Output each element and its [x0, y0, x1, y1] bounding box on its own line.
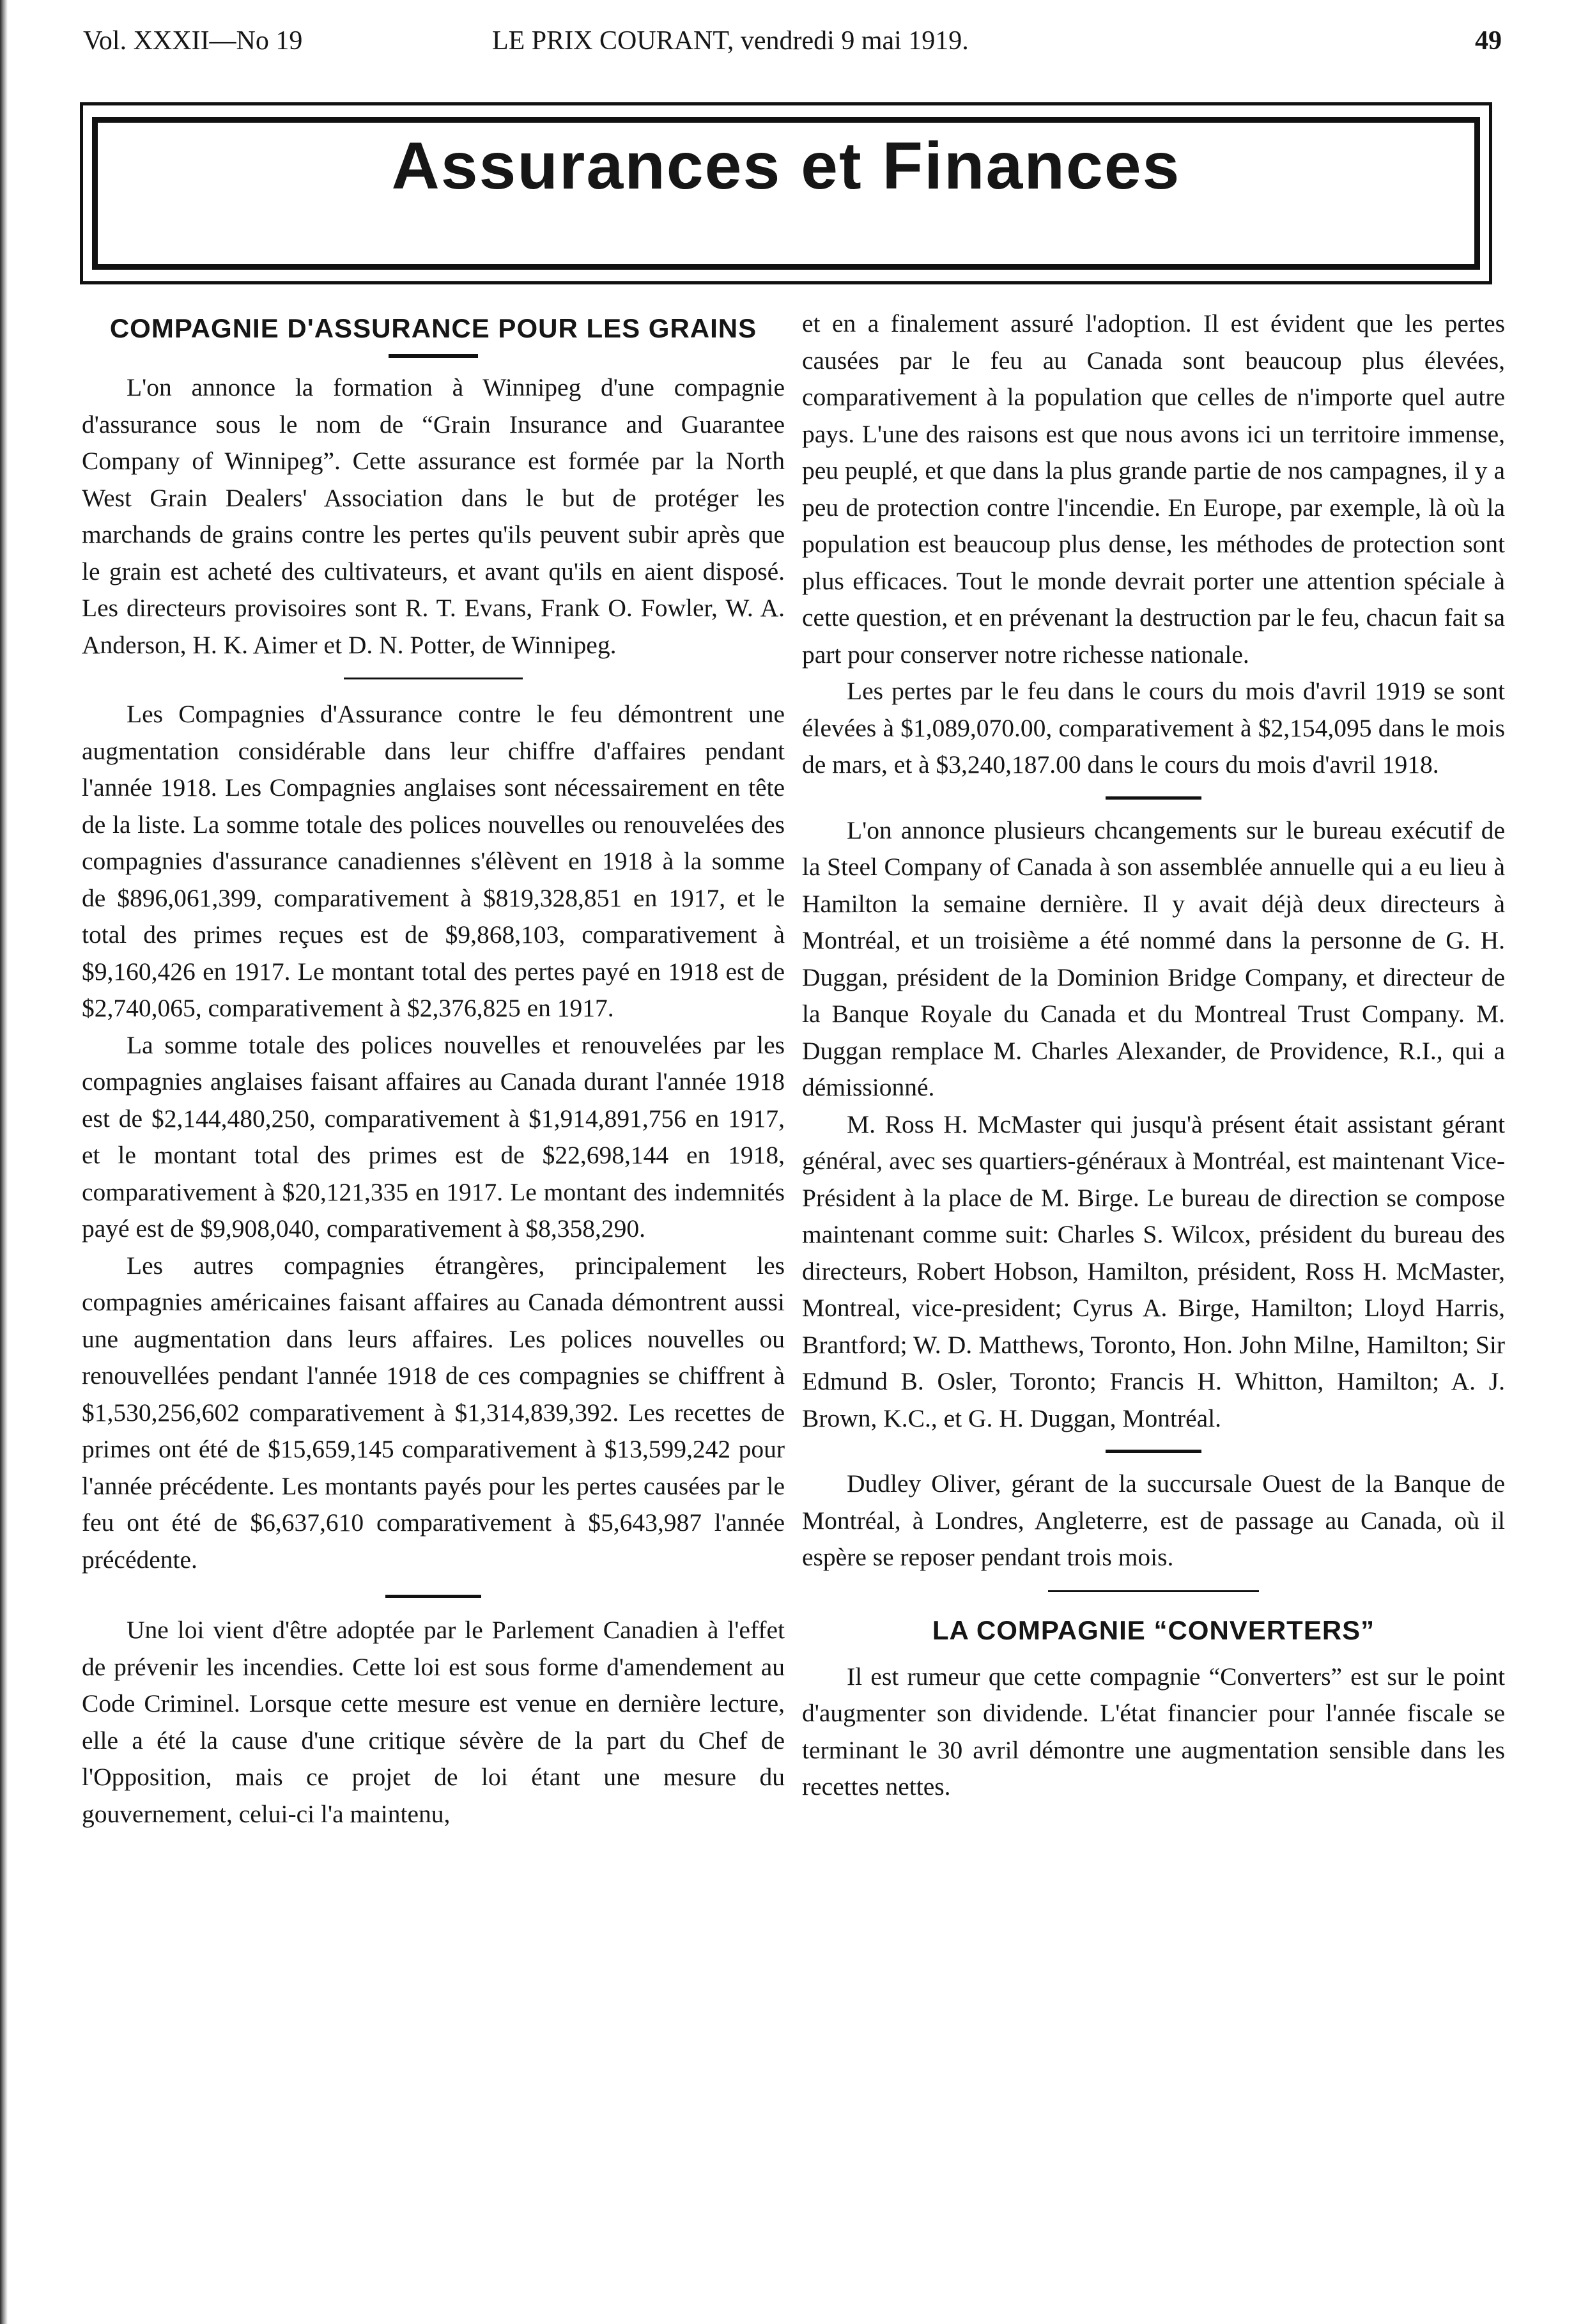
article-paragraph: et en a finalement assuré l'adoption. Il est évident que les pertes causées par le feu au Canada sont beaucoup plus élevées, comparativement à la population que celles de n'importe quel autre pays. L'une des raisons est que nous avons ici un territoire immense, peu peuplé, et que dans la plus grande partie de nos campagnes, il y a peu de protection contre l'incendie. En Europe, par exemple, là où la population est beaucoup plus dense, les méthodes de protection sont plus efficaces. Tout le monde devrait porter une attention spéciale à cette question, et en prévenant la destruction par le feu, chacun fait sa part pour conserver notre richesse nationale.	[802, 309, 1505, 669]
article-divider	[1048, 1590, 1259, 1592]
heading-rule	[389, 354, 478, 358]
page-edge	[0, 0, 8, 2324]
article-paragraph: La somme totale des polices nouvelles et renouvelées par les compagnies anglaises faisant affaires au Canada durant l'année 1918 est de $2,144,480,250, comparativement à $1,914,891,756 en 1917, et le montant total des primes est de $22,698,144 en 1918, comparativement à $20,121,335 en 1917. Le montant des indemnités payé est de $9,908,040, comparativement à $8,358,290.	[82, 1030, 785, 1243]
volume-number: Vol. XXXII—No 19	[83, 26, 303, 56]
article-fire-insurance	[82, 696, 785, 1578]
article-divider	[1106, 796, 1201, 800]
article-paragraph: Les autres compagnies étrangères, principalement les compagnies américaines faisant affaires au Canada démontrent aussi une augmentation dans leurs affaires. Les polices nouvelles ou renouvellées pendant l'année 1918 de ces compagnies se chiffrent à $1,530,256,602 comparativement à $1,314,839,392. Les recettes de primes ont été de $15,659,145 comparativement à $13,599,242 pour l'année précédente. Les montants payés pour les pertes causées par le feu ont été de $6,637,610 comparativement à $5,643,987 l'année précédente.	[82, 1251, 785, 1574]
publication-date: LE PRIX COURANT, vendredi 9 mai 1919.	[492, 26, 969, 56]
article-fire-prevention-law-continued	[802, 306, 1505, 784]
article-paragraph: L'on annonce plusieurs chcangements sur le bureau exécutif de la Steel Company of Canada à son assemblée annuelle qui a eu lieu à Hamilton la semaine dernière. Il y avait déjà deux directeurs à Montréal, et un troisième a été nommé dans la personne de G. H. Duggan, président de la Dominion Bridge Company, et directeur de la Banque Royale du Canada et du Montreal Trust Company. M. Duggan remplace M. Charles Alexander, de Providence, R.I., qui a démissionné.	[802, 816, 1505, 1101]
right-column	[802, 306, 1505, 1806]
article-divider	[1106, 1450, 1201, 1453]
article-divider	[344, 678, 523, 679]
article-paragraph: Les Compagnies d'Assurance contre le feu démontrent une augmentation considérable dans leur chiffre d'affaires pendant l'année 1918. Les Compagnies anglaises sont nécessairement en tête de la liste. La somme totale des polices nouvelles ou renouvelées des compagnies d'assurance canadiennes s'élèvent en 1918 à la somme de $896,061,399, comparativement à $819,328,851 en 1917, et le total des primes reçues est de $9,868,103, comparativement à $9,160,426 en 1917. Le montant total des pertes payé en 1918 est de $2,740,065, comparativement à $2,376,825 en 1917.	[82, 700, 785, 1022]
article-paragraph: M. Ross H. McMaster qui jusqu'à présent était assistant gérant général, avec ses quartiers-généraux à Montréal, est maintenant Vice-Président à la place de M. Birge. Le bureau de direction se compose maintenant comme suit: Charles S. Wilcox, président du bureau des directeurs, Robert Hobson, Hamilton, président, Ross H. McMaster, Montreal, vice-president; Cyrus A. Birge, Hamilton; Lloyd Harris, Brantford; W. D. Matthews, Toronto, Hon. John Milne, Hamilton; Sir Edmund B. Osler, Toronto; Francis H. Whitton, Hamilton; A. J. Brown, K.C., et G. H. Duggan, Montréal.	[802, 1110, 1505, 1432]
running-head	[83, 26, 1502, 70]
article-paragraph: L'on annonce la formation à Winnipeg d'une compagnie d'assurance sous le nom de “Grain Insurance and Guarantee Company of Winnipeg”. Cette assurance est formée par la North West Grain Dealers' Association dans le but de protéger les marchands de grains contre les pertes qu'ils peuvent subir après que le grain est acheté des cultivateurs, et avant qu'ils en aient disposé. Les directeurs provisoires sont R. T. Evans, Frank O. Fowler, W. A. Anderson, H. K. Aimer et D. N. Potter, de Winnipeg.	[82, 373, 785, 659]
heading-spacer	[802, 1650, 1505, 1659]
article-fire-prevention-law	[82, 1612, 785, 1832]
left-column	[82, 306, 785, 1832]
article-dudley-oliver	[802, 1466, 1505, 1576]
article-heading: COMPAGNIE D'ASSURANCE POUR LES GRAINS	[109, 313, 757, 343]
article-paragraph: Dudley Oliver, gérant de la succursale Ouest de la Banque de Montréal, à Londres, Angleterre, est de passage au Canada, où il espère se reposer pendant trois mois.	[802, 1469, 1505, 1571]
article-paragraph: Les pertes par le feu dans le cours du mois d'avril 1919 se sont élevées à $1,089,070.00, comparativement à $2,154,095 dans le mois de mars, et à $3,240,187.00 dans le cours du mois d'avril 1918.	[802, 677, 1505, 779]
article-heading: LA COMPAGNIE “CONVERTERS”	[932, 1615, 1375, 1645]
section-title: Assurances et Finances	[391, 129, 1181, 203]
article-steel-company	[802, 812, 1505, 1437]
article-converters	[802, 1611, 1505, 1806]
section-masthead	[80, 102, 1492, 284]
article-paragraph: Une loi vient d'être adoptée par le Parlement Canadien à l'effet de prévenir les incendies. Cette loi est sous forme d'amendement au Code Criminel. Lorsque cette mesure est venue en dernière lecture, elle a été la cause d'une critique sévère de la part du Chef de l'Opposition, mais ce projet de loi étant une mesure du gouvernement, celui-ci l'a maintenu,	[82, 1616, 785, 1828]
page-number: 49	[1475, 26, 1502, 56]
article-divider	[385, 1595, 481, 1598]
article-paragraph: Il est rumeur que cette compagnie “Converters” est sur le point d'augmenter son dividende. L'état financier pour l'année fiscale se terminant le 30 avril démontre une augmentation sensible dans les recettes nettes.	[802, 1662, 1505, 1801]
article-grain-insurance	[82, 309, 785, 663]
